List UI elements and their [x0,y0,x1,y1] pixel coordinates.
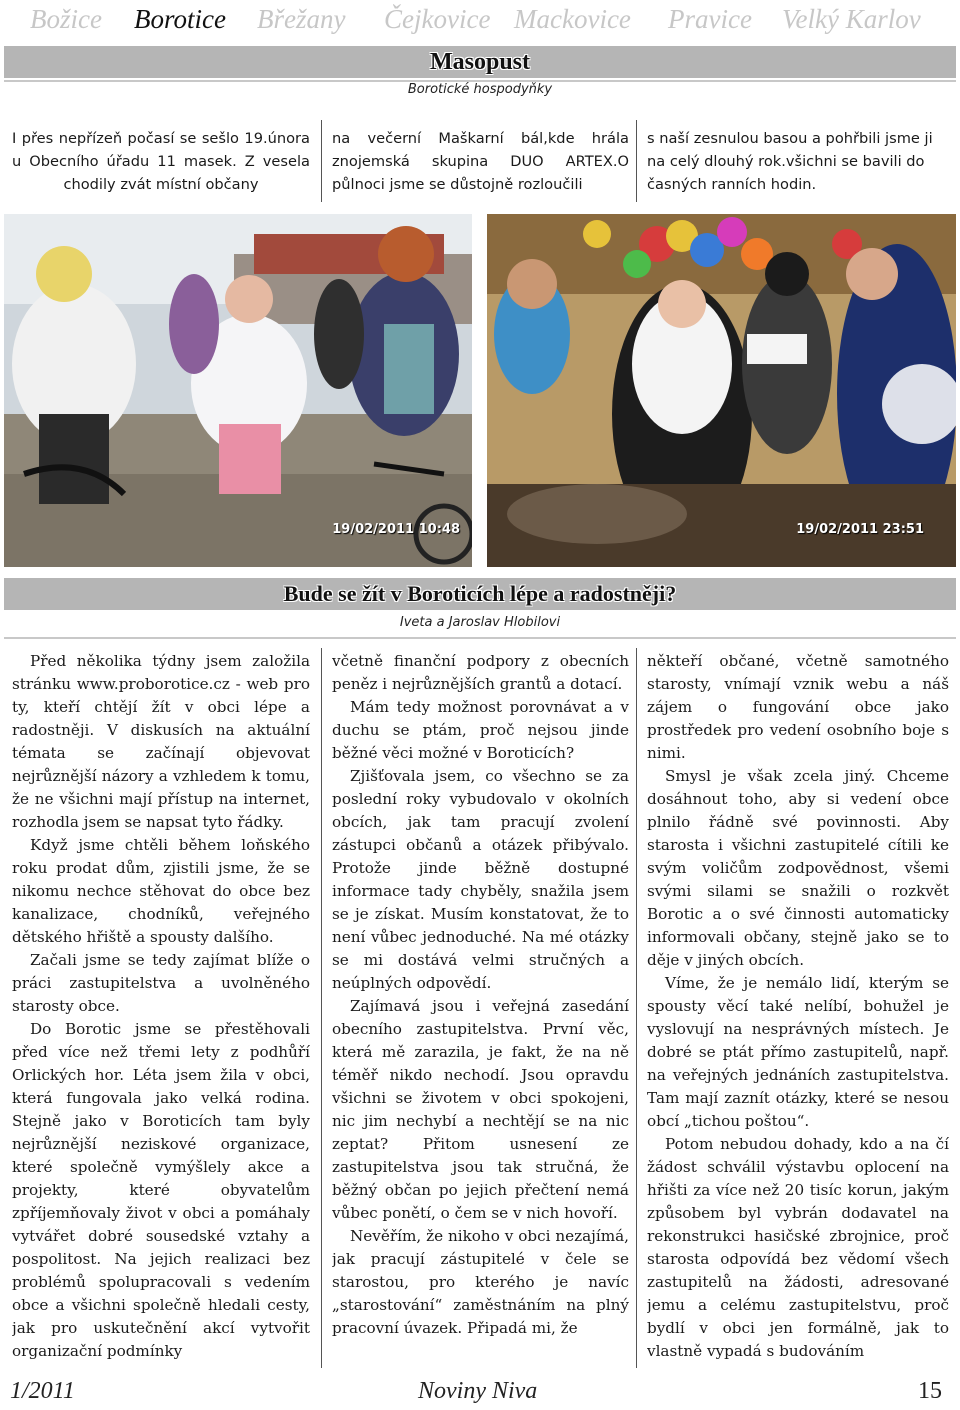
divider [4,637,956,639]
photo-carnival-parade [4,214,472,567]
photo-timestamp: 19/02/2011 23:51 [796,522,924,537]
paragraph: Zajímavá jsou i veřejná zasedání obecního zastupitelstva. První věc, která mě zarazila, je fakt, že na ně téměř nikdo nechodí. Jsou opravdu všichni se životem v obci spokojeni, nic jim nechybí a nechtějí se na nic zeptat? Přitom usnesení ze zastupitelstva jsou tak stručná, že běžný občan po jejich přečtení nemá vůbec ponětí, o čem se v nich hovoří. [332,997,629,1222]
paragraph: Zjišťovala jsem, co všechno se za poslední roky vybudovalo v okolních obcích, jak tam pracují zvolení zástupci občanů a otázek přibývalo. Protože jinde běžně dostupné informace tady chyběly, snažila jsem se je získat. Musím konstatovat, že to není vůbec jednoduché. Na mé otázky se mi dostává velmi stručných a neúplných odpovědí. [332,767,629,992]
paragraph: Nevěřím, že nikoho v obci nezajímá, jak pracují zástupitelé v čele se starostou, pro kterého je navíc „starostování“ zaměstnáním na plný pracovní úvazek. Připadá mi, že [332,1227,629,1337]
paragraph: Do Borotic jsme se přestěhovali před více než třemi lety z podhůří Orlických hor. Léta jsem žila v obci, která fungovala jako velká rodina. Stejně jako v Boroticích tam byly nejrůznější neziskové organizace, které společně vymýšlely akce a projekty, které obyvatelům zpříjemňovaly život v obci a pomáhaly vytvářet dobré sousedské vztahy a pospolitost. Na jejich realizaci bez problémů spolupracovali s vedením obce a všichni společně hledali cesty, jak pro uskutečnění akcí vytvořit organizační podmínky [12,1020,310,1360]
publication-name: Noviny Niva [418,1378,538,1404]
paragraph: Smysl je však zcela jiný. Chceme dosáhnout toho, aby si vedení obce plnilo řádně své povinnosti. Aby starosta i všichni zastupitelé cítili ke svým voličům zodpovědnost, všemi svými silami se snažili o rozkvět Borotic a o své činnosti automaticky informovali občany, stejně jako se to děje v jiných obcích. [647,767,949,969]
photo-masquerade-ball [487,214,956,567]
page-number: 15 [918,1378,942,1404]
paragraph: včetně finanční podpory z obecních peněz i nejrůznějších grantů a dotací. [332,652,629,693]
paragraph: někteří občané, včetně samotného starosty, vnímají vznik webu a náš zájem o fungování obce jako prostředek pro vedení osobního boje s nimi. [647,652,949,762]
article-title-bude: Bude se žít v Boroticích lépe a radostněji? [4,578,956,610]
nav-village-borotice[interactable]: Borotice [134,4,226,34]
column-divider [636,120,637,202]
nav-village-velky-karlov[interactable]: Velký Karlov [782,4,921,34]
article-byline: Iveta a Jaroslav Hlobilovi [399,615,561,630]
photo-timestamp: 19/02/2011 10:48 [332,522,460,537]
article-column-1 [12,650,310,1372]
nav-village-cejkovice[interactable]: Čejkovice [384,4,491,34]
article-title-masopust: Masopust [4,46,956,78]
column-divider [321,648,322,1368]
issue-number: 1/2011 [10,1378,75,1404]
article-byline: Borotické hospodyňky [407,82,553,97]
nav-village-pravice[interactable]: Pravice [668,4,752,34]
nav-village-bozice[interactable]: Božice [30,4,102,34]
nav-village-brezany[interactable]: Břežany [257,4,346,34]
paragraph: Mám tedy možnost porovnávat a v duchu se ptám, proč nejsou jinde běžné věci možné v Boroticích? [332,698,629,762]
masopust-col-1: I přes nepřízeň počasí se sešlo 19.února u Obecního úřadu 11 masek. Z vesela chodily zvát místní občany [12,130,310,193]
paragraph: Když jsme chtěli během loňského roku prodat dům, zjistili jsme, že se nikomu nechce stěhovat do obce bez kanalizace, chodníků, veřejného dětského hřiště a spousty dalšího. [12,836,310,946]
nav-village-mackovice[interactable]: Mackovice [514,4,631,34]
village-nav [0,0,960,42]
column-divider [321,120,322,202]
column-divider [636,648,637,1368]
article-column-2 [332,650,629,1372]
masopust-col-3: s naší zesnulou basou a pohřbili jsme ji na celý dlouhý rok.všichni se bavili do časných ranních hodin. [647,130,933,193]
paragraph: Před několika týdny jsem založila stránku www.proborotice.cz - web pro ty, kteří chtějí žít v obci lépe a radostněji. V diskusích na aktuální témata se začínají objevovat nejrůznější názory a vzhledem k tomu, že ne všichni mají přístup na internet, rozhodla jsem se napsat tyto řádky. [12,652,310,831]
paragraph: Začali jsme se tedy zajímat blíže o práci zastupitelstva a uvolněného starosty obce. [12,951,310,1015]
page-footer [0,1378,960,1410]
masopust-col-2: na večerní Maškarní bál,kde hrála znojemská skupina DUO ARTEX.O půlnoci jsme se důstojně rozloučili [332,130,629,193]
paragraph: Víme, že je nemálo lidí, kterým se spousty věcí také nelíbí, bohužel je vyslovují na nesprávných místech. Je dobré se ptát přímo zastupitelů, např. na veřejných jednáních zastupitelstva. Tam mají zaznít otázky, které se nesou obcí „tichou poštou“. [647,974,949,1130]
article-column-3 [647,650,949,1372]
paragraph: Potom nebudou dohady, kdo a na čí žádost schválil výstavbu oplocení na hřišti za více než 20 tisíc korun, jakým způsobem byl vybrán dodavatel na rekonstrukci hasičské zbrojnice, proč starosta odpovídá bez vědomí všech zastupitelů na žádosti, adresované jemu a celému zastupitelstvu, proč bydlí v obci jen formálně, jak to vlastně vypadá s budováním [647,1135,949,1360]
